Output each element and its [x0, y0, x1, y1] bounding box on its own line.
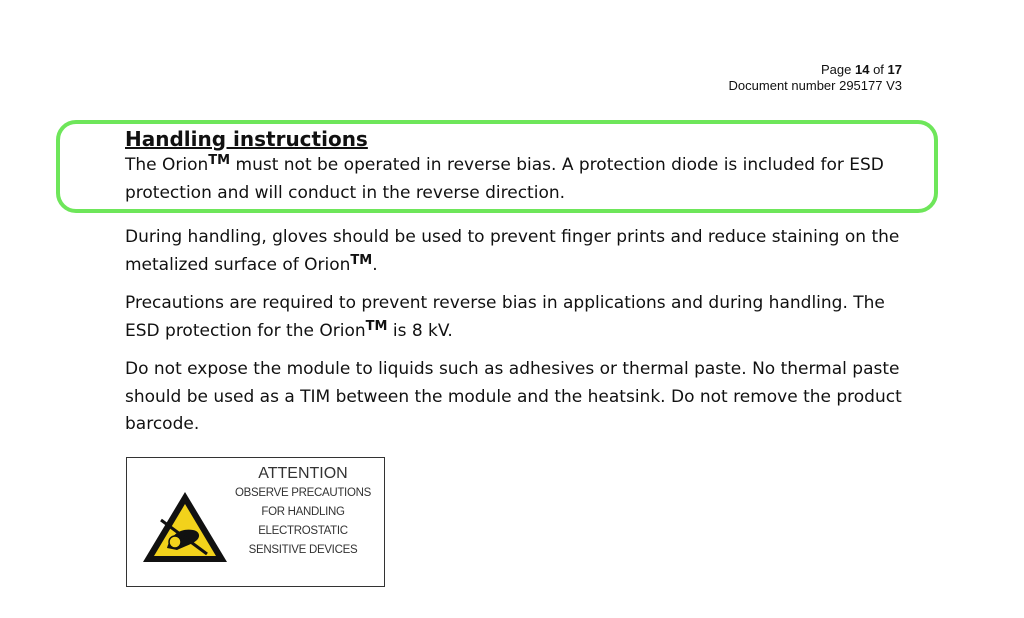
para-text: must not be operated in reverse bias. A protection diode is included for ESD protection and will conduct in the reverse direction. [125, 155, 884, 203]
precautions-paragraph [125, 290, 915, 345]
section-heading: Handling instructions [125, 127, 368, 151]
label-title: ATTENTION [258, 465, 348, 482]
para-text: During handling, gloves should be used to prevent finger prints and reduce staining on the metalized surface of Orion [125, 227, 900, 275]
para-text: is 8 kV. [387, 320, 453, 341]
liquids-paragraph: Do not expose the module to liquids such as adhesives or thermal paste. No thermal paste should be used as a TIM between the module and the heatsink. Do not remove the product barcode. [125, 359, 902, 434]
document-number: Document number 295177 V3 [728, 78, 902, 93]
reverse-bias-paragraph [125, 152, 915, 207]
trademark-symbol: TM [350, 252, 373, 268]
label-line: OBSERVE PRECAUTIONS [235, 487, 371, 499]
page-header [729, 62, 902, 94]
page-total: 17 [887, 62, 902, 77]
esd-warning-icon [141, 490, 229, 564]
label-line: FOR HANDLING [261, 506, 345, 518]
para-text: The Orion [125, 155, 209, 175]
page-of: of [873, 62, 884, 77]
page-prefix: Page [820, 62, 852, 77]
label-line: SENSITIVE DEVICES [248, 544, 358, 556]
para-text: . [372, 254, 378, 275]
trademark-symbol: TM [208, 153, 231, 168]
para-text: Precautions are required to prevent reverse bias in applications and during handling. The ESD protection for the Orion [125, 293, 885, 341]
trademark-symbol: TM [365, 318, 388, 334]
page-number [729, 62, 902, 78]
esd-attention-label [126, 457, 385, 587]
page-current: 14 [854, 62, 870, 77]
label-line: ELECTROSTATIC [258, 525, 348, 537]
handling-section [125, 126, 915, 439]
label-text [233, 464, 373, 560]
gloves-paragraph [125, 224, 915, 279]
